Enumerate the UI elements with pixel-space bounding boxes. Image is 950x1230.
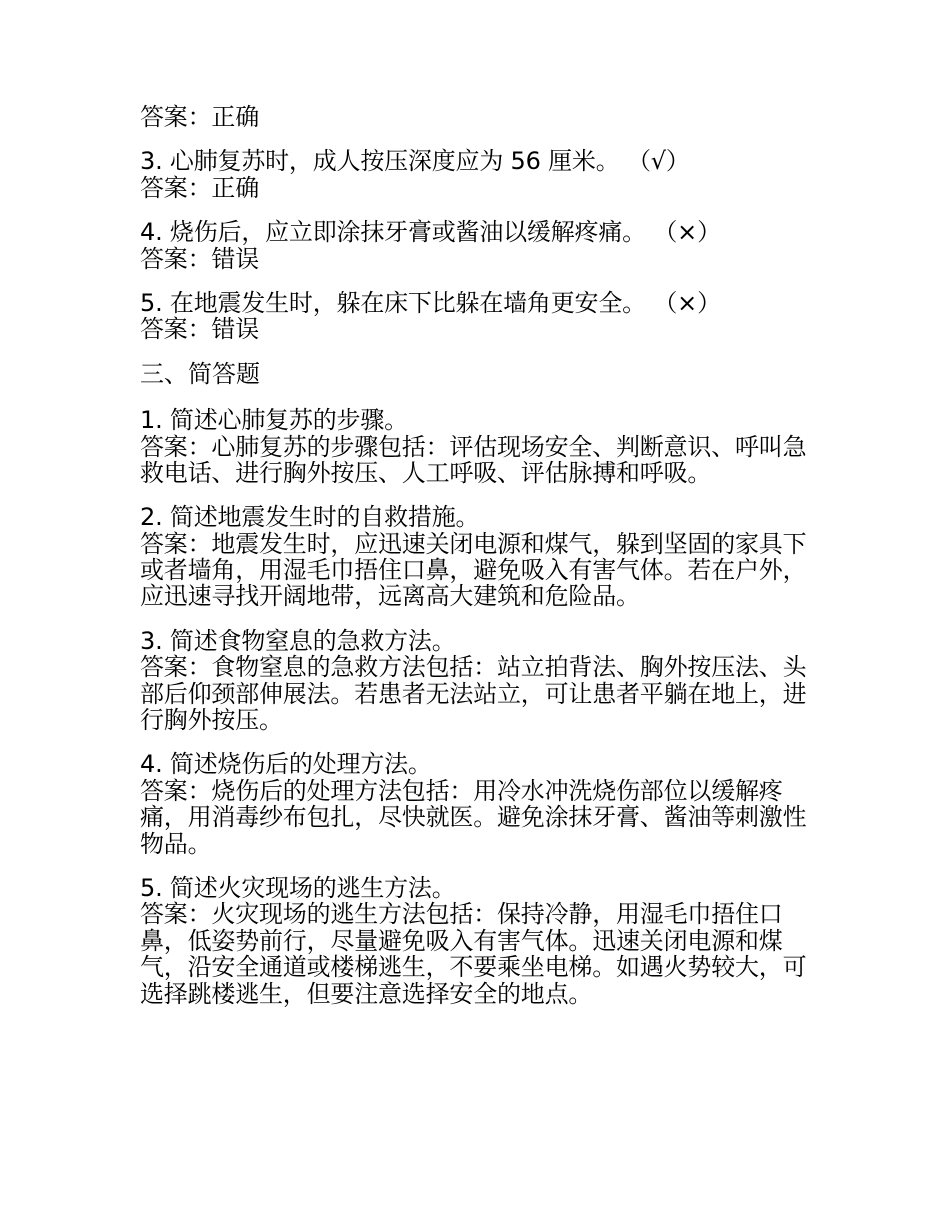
answer-text: 答案：错误	[140, 244, 259, 273]
tf-item-5	[140, 290, 812, 343]
answer-text: 答案：地震发生时，应迅速关闭电源和煤气，躲到坚固的家具下或者墙角，用湿毛巾捂住口鼻，避免吸入有害气体。若在户外，应迅速寻找开阔地带，远离高大建筑和危险品。	[140, 529, 807, 611]
answer-text: 答案：正确	[140, 103, 259, 131]
answer-text: 答案：火灾现场的逃生方法包括：保持冷静，用湿毛巾捂住口鼻，低姿势前行，尽量避免吸入有害气体。迅速关闭电源和煤气，沿安全通道或楼梯逃生，不要乘坐电梯。如遇火势较大，可选择跳楼逃生，但要注意选择安全的地点。	[140, 900, 807, 1008]
short-answer-5	[140, 875, 812, 1007]
short-answer-1	[140, 407, 812, 486]
question-text: 5. 简述火灾现场的逃生方法。	[140, 873, 456, 902]
question-text: 4. 烧伤后，应立即涂抹牙膏或酱油以缓解疼痛。 （×）	[140, 218, 721, 247]
section-title: 三、简答题	[140, 359, 260, 388]
short-answer-4	[140, 751, 812, 857]
short-answer-2	[140, 504, 812, 610]
tf-item-4	[140, 219, 812, 272]
question-text: 5. 在地震发生时，躲在床下比躲在墙角更安全。 （×）	[140, 288, 721, 317]
question-text: 3. 简述食物窒息的急救方法。	[140, 626, 456, 655]
answer-text: 答案：食物窒息的急救方法包括：站立拍背法、胸外按压法、头部后仰颈部伸展法。若患者无法站立，可让患者平躺在地上，进行胸外按压。	[140, 653, 807, 735]
tf-answer-2	[140, 104, 812, 130]
answer-text: 答案：烧伤后的处理方法包括：用冷水冲洗烧伤部位以缓解疼痛，用消毒纱布包扎，尽快就医。避免涂抹牙膏、酱油等刺激性物品。	[140, 776, 807, 858]
question-text: 3. 心肺复苏时，成人按压深度应为 56 厘米。 （√）	[140, 147, 690, 176]
question-text: 4. 简述烧伤后的处理方法。	[140, 750, 432, 779]
document-page	[140, 104, 812, 1025]
question-text: 1. 简述心肺复苏的步骤。	[140, 406, 408, 435]
answer-text: 答案：错误	[140, 315, 259, 344]
question-text: 2. 简述地震发生时的自救措施。	[140, 503, 480, 532]
answer-text: 答案：正确	[140, 173, 259, 202]
answer-text: 答案：心肺复苏的步骤包括：评估现场安全、判断意识、呼叫急救电话、进行胸外按压、人工呼吸、评估脉搏和呼吸。	[140, 432, 807, 487]
short-answer-3	[140, 628, 812, 734]
tf-item-3	[140, 148, 812, 201]
